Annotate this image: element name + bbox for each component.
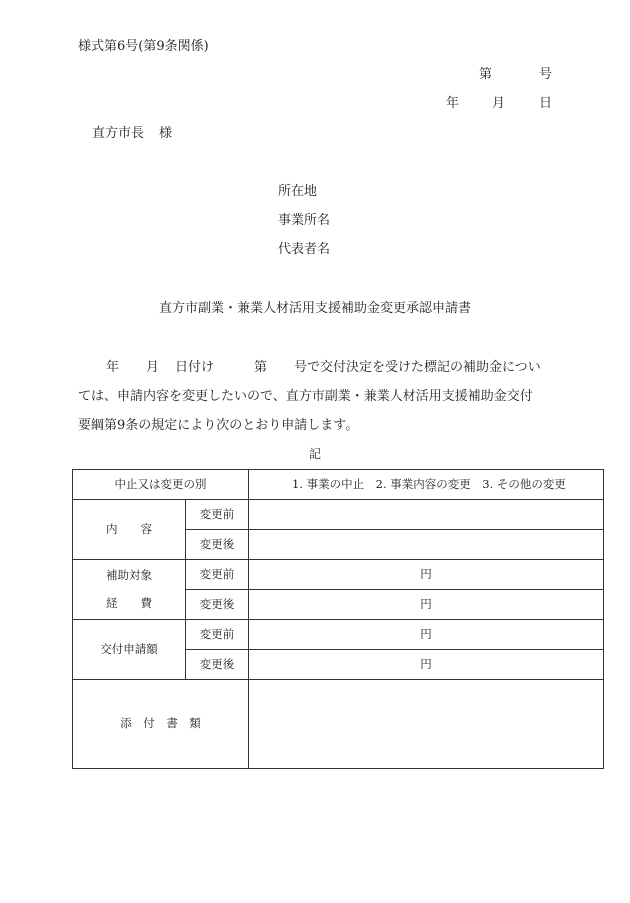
- body-dai: 第: [254, 360, 268, 375]
- grant-after-value: 円: [249, 650, 604, 680]
- cancel-or-change-options: 1. 事業の中止 2. 事業内容の変更 3. その他の変更: [249, 470, 604, 500]
- change-request-table: [72, 469, 604, 769]
- date-month: 月: [492, 96, 506, 111]
- table-row: [73, 500, 604, 530]
- cancel-or-change-label: 中止又は変更の別: [73, 470, 249, 500]
- document-number-suffix: 号: [539, 67, 553, 82]
- content-label: 内 容: [73, 500, 186, 560]
- body-year: 年: [106, 360, 120, 375]
- addressee: 直方市長: [92, 126, 145, 141]
- ki-label: 記: [308, 447, 321, 461]
- expense-after-label: 変更後: [186, 590, 249, 620]
- grant-after-label: 変更後: [186, 650, 249, 680]
- subsidy-target-expense-label: [73, 560, 186, 620]
- document-title: 直方市副業・兼業人材活用支援補助金変更承認申請書: [158, 301, 471, 316]
- applicant-office-label: 事業所名: [278, 213, 331, 228]
- expense-after-value: 円: [249, 590, 604, 620]
- grant-before-label: 変更前: [186, 620, 249, 650]
- subsidy-target-label: 補助対象: [106, 567, 152, 582]
- table-row: [73, 620, 604, 650]
- applicant-address-label: 所在地: [278, 184, 318, 199]
- expense-before-label: 変更前: [186, 560, 249, 590]
- table-row: [73, 560, 604, 590]
- date-day: 日: [539, 96, 553, 111]
- expense-label: 経 費: [106, 596, 152, 610]
- body-day: 日付け: [175, 360, 215, 375]
- attachments-label: 添 付 書 類: [73, 680, 249, 769]
- body-line-1-rest: 号で交付決定を受けた標記の補助金につい: [294, 360, 541, 375]
- addressee-honorific: 様: [159, 126, 173, 141]
- body-line-3: 要綱第9条の規定により次のとおり申請します。: [78, 418, 359, 433]
- applicant-representative-label: 代表者名: [278, 242, 331, 257]
- document-number-prefix: 第: [479, 67, 493, 82]
- body-line-2: ては、申請内容を変更したいので、直方市副業・兼業人材活用支援補助金交付: [78, 389, 533, 404]
- content-before-label: 変更前: [186, 500, 249, 530]
- attachments-value: [249, 680, 604, 769]
- date-year: 年: [446, 96, 460, 111]
- form-number: 様式第6号(第9条関係): [78, 39, 209, 54]
- body-month: 月: [146, 360, 160, 375]
- content-after-value: [249, 530, 604, 560]
- table-row: [73, 470, 604, 500]
- content-before-value: [249, 500, 604, 530]
- grant-amount-label: 交付申請額: [73, 620, 186, 680]
- table-row: [73, 680, 604, 769]
- content-after-label: 変更後: [186, 530, 249, 560]
- grant-before-value: 円: [249, 620, 604, 650]
- expense-before-value: 円: [249, 560, 604, 590]
